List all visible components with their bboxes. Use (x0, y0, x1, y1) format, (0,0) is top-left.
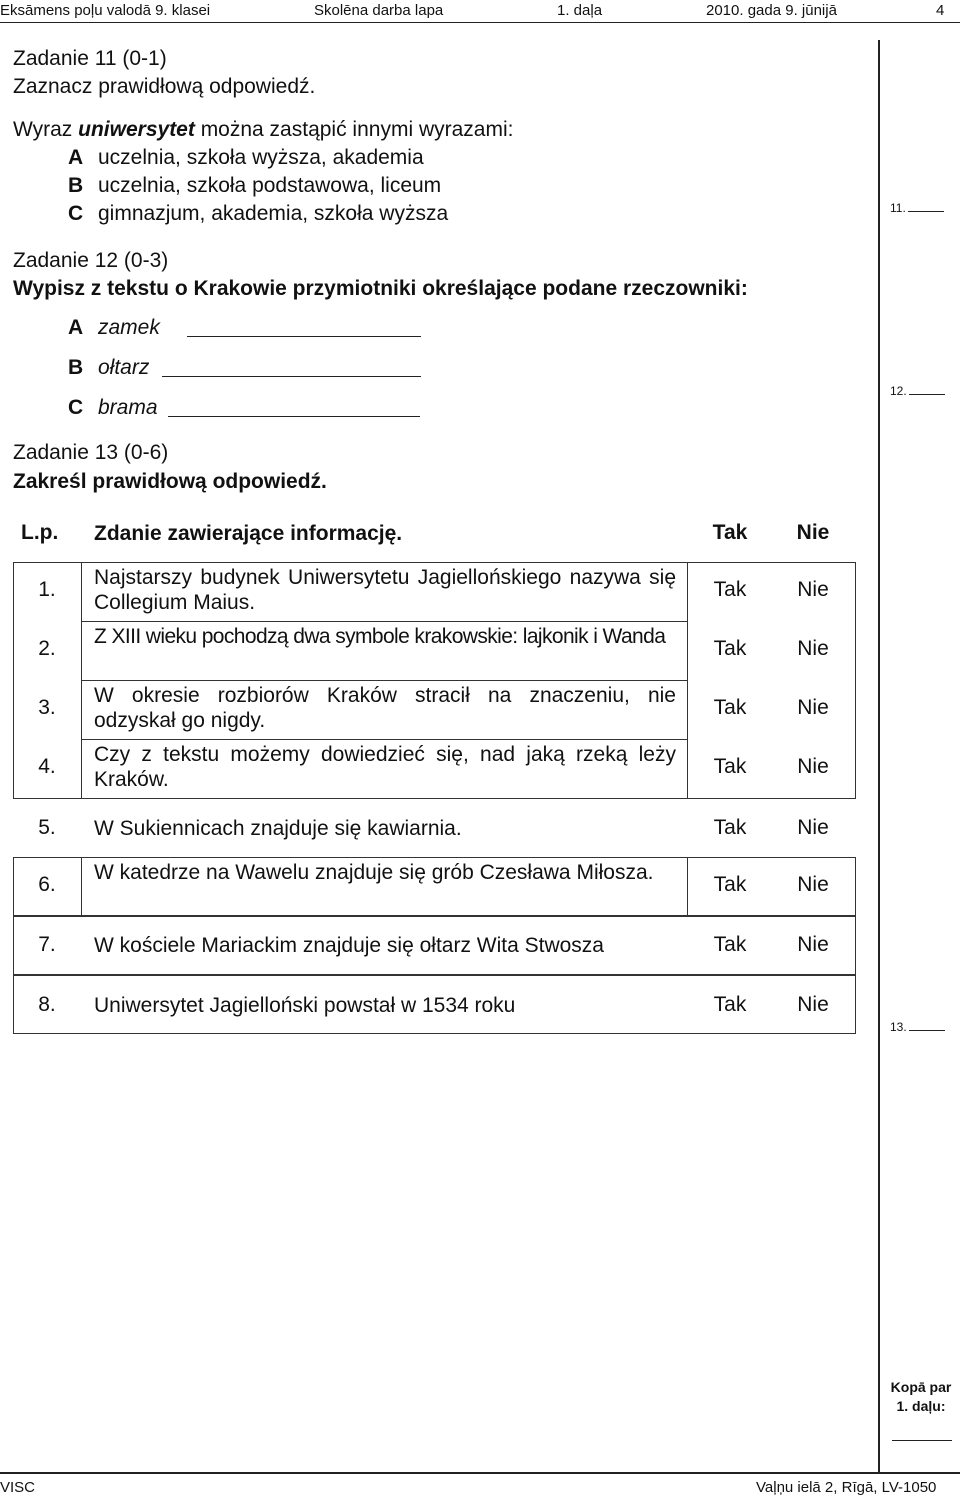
score-box-12[interactable] (890, 384, 945, 398)
answer-nie[interactable]: Nie (797, 696, 829, 719)
task12-answer-c[interactable] (168, 398, 420, 417)
option-letter: B (68, 174, 84, 197)
footer-left: VISC (0, 1479, 36, 1496)
footer-address: Vaļņu ielā 2, Rīgā, LV-1050 (756, 1479, 937, 1496)
score-label-13: 13. (890, 1020, 907, 1034)
item-word: brama (98, 396, 158, 419)
task11-instruction: Zaznacz prawidłową odpowiedź. (13, 75, 316, 98)
task11-intro-end: można zastąpić innymi wyrazami: (194, 118, 514, 141)
answer-tak[interactable]: Tak (713, 993, 747, 1016)
task11-option-c[interactable] (68, 202, 448, 226)
answer-tak[interactable]: Tak (713, 873, 747, 896)
row-number: 3. (38, 696, 56, 719)
answer-nie[interactable]: Nie (797, 933, 829, 956)
row-divider (82, 739, 687, 740)
row-statement: W Sukiennicach znajduje się kawiarnia. (94, 817, 462, 840)
task12-item-c (68, 396, 158, 420)
answer-tak[interactable]: Tak (713, 637, 747, 660)
answer-nie[interactable]: Nie (797, 578, 829, 601)
item-letter: A (68, 316, 84, 339)
option-text: uczelnia, szkoła wyższa, akademia (98, 146, 424, 169)
header-sheet-name: Skolēna darba lapa (314, 2, 444, 19)
item-letter: C (68, 396, 84, 419)
table-header-row (13, 521, 856, 551)
header-num: L.p. (21, 521, 59, 544)
row-number: 4. (38, 755, 56, 778)
header-statement: Zdanie zawierające informację. (94, 522, 403, 545)
answer-tak[interactable]: Tak (713, 578, 747, 601)
task13-title: Zadanie 13 (0-6) (13, 441, 169, 464)
row-statement: W kościele Mariackim znajduje się ołtarz Wita Stwosza (94, 934, 604, 957)
task11-option-a[interactable] (68, 146, 424, 170)
score-blank-13[interactable] (909, 1030, 945, 1031)
task11-intro-word: uniwersytet (78, 118, 195, 141)
part-total-line2: 1. daļu: (896, 1398, 946, 1414)
task11-option-b[interactable] (68, 174, 441, 198)
row-statement: Z XIII wieku pochodzą dwa symbole krakowskie: lajkonik i Wanda (94, 625, 666, 648)
row-statement: Czy z tekstu możemy dowiedzieć się, nad jaką rzeką leży Kraków. (94, 743, 676, 791)
row-statement: W okresie rozbiorów Kraków stracił na znaczeniu, nie odzyskał go nigdy. (94, 684, 676, 732)
page-header (0, 0, 960, 23)
score-box-11[interactable] (890, 201, 944, 215)
footer-rule (0, 1472, 960, 1474)
task11-intro (13, 118, 513, 142)
row-divider (82, 680, 687, 681)
task11-title: Zadanie 11 (0-1) (13, 47, 167, 70)
task12-answer-a[interactable] (187, 318, 421, 337)
option-letter: A (68, 146, 84, 169)
row-number: 5. (38, 816, 56, 839)
row-number: 2. (38, 637, 56, 660)
answer-tak[interactable]: Tak (713, 933, 747, 956)
task12-instruction: Wypisz z tekstu o Krakowie przymiotniki określające podane rzeczowniki: (13, 277, 748, 300)
header-date: 2010. gada 9. jūnijā (706, 2, 837, 19)
score-label-11: 11. (890, 201, 906, 215)
score-column-divider (878, 40, 880, 1472)
task12-answer-b[interactable] (162, 358, 421, 377)
header-page-number: 4 (936, 2, 945, 19)
score-label-12: 12. (890, 384, 907, 398)
answer-nie[interactable]: Nie (797, 873, 829, 896)
task11-intro-start: Wyraz (13, 118, 79, 141)
answer-nie[interactable]: Nie (797, 816, 829, 839)
score-blank-12[interactable] (909, 394, 945, 395)
task12-item-b (68, 356, 149, 380)
item-word: ołtarz (98, 356, 150, 379)
row-number: 8. (38, 993, 56, 1016)
answer-nie[interactable]: Nie (797, 993, 829, 1016)
header-tak: Tak (712, 521, 748, 544)
part-total-label (887, 1378, 955, 1416)
answer-tak[interactable]: Tak (713, 755, 747, 778)
row-number: 7. (38, 933, 56, 956)
header-exam-title: Eksāmens poļu valodā 9. klasei (0, 2, 211, 19)
item-letter: B (68, 356, 84, 379)
answer-nie[interactable]: Nie (797, 755, 829, 778)
option-text: gimnazjum, akademia, szkoła wyższa (98, 202, 449, 225)
part-total-line1: Kopā par (890, 1379, 952, 1395)
item-word: zamek (98, 316, 160, 339)
row-statement: W katedrze na Wawelu znajduje się grób Czesława Miłosza. (94, 861, 654, 884)
task13-instruction: Zakreśl prawidłową odpowiedź. (13, 470, 327, 493)
score-blank-11[interactable] (908, 211, 944, 212)
row-statement: Najstarszy budynek Uniwersytetu Jagiellońskiego nazywa się Collegium Maius. (94, 566, 676, 614)
answer-tak[interactable]: Tak (713, 816, 747, 839)
task12-item-a (68, 316, 160, 340)
score-box-13[interactable] (890, 1020, 945, 1034)
part-total-blank[interactable] (892, 1440, 952, 1441)
option-text: uczelnia, szkoła podstawowa, liceum (98, 174, 442, 197)
row-number: 6. (38, 873, 56, 896)
answer-tak[interactable]: Tak (713, 696, 747, 719)
row-number: 1. (38, 578, 56, 601)
option-letter: C (68, 202, 84, 225)
row-divider (82, 621, 687, 622)
row-statement: Uniwersytet Jagielloński powstał w 1534 roku (94, 994, 516, 1017)
task12-title: Zadanie 12 (0-3) (13, 249, 169, 272)
header-part: 1. daļa (557, 2, 603, 19)
header-nie: Nie (796, 521, 830, 544)
answer-nie[interactable]: Nie (797, 637, 829, 660)
